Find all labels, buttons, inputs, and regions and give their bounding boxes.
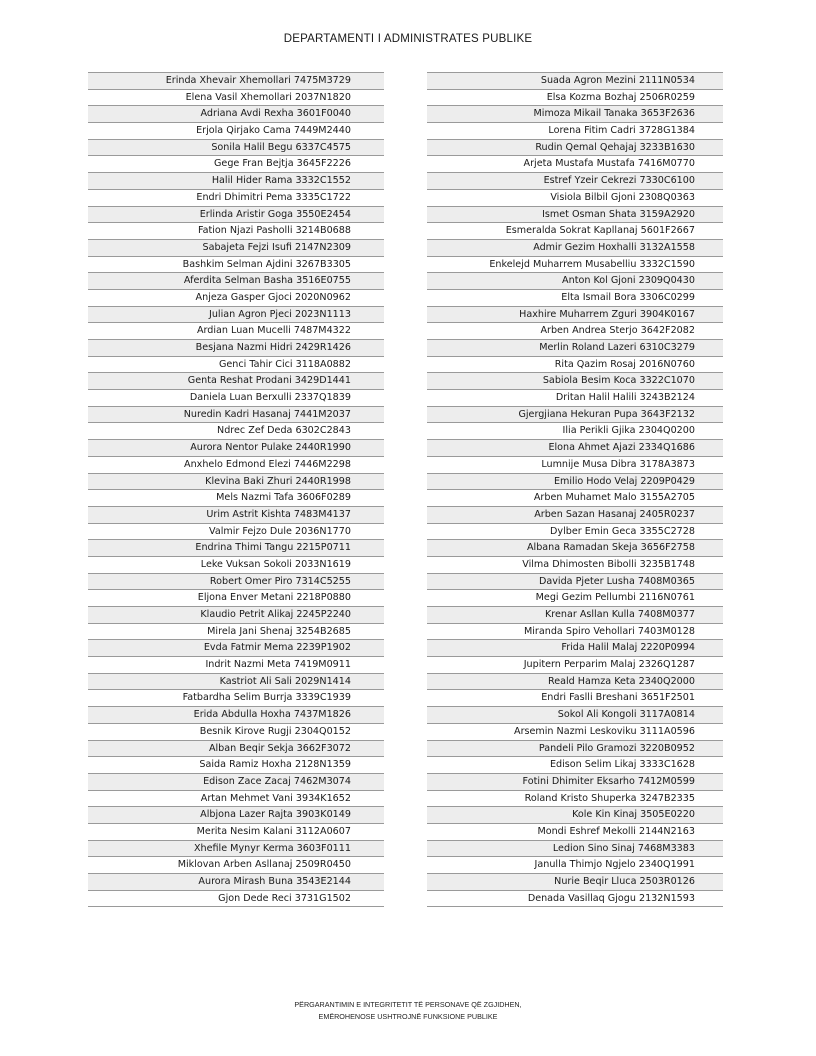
name-row: Aurora Nentor Pulake 2440R1990 [88, 440, 384, 457]
name-row: Nurie Beqir Lluca 2503R0126 [427, 874, 723, 891]
name-row: Lorena Fitim Cadri 3728G1384 [427, 123, 723, 140]
name-row: Bashkim Selman Ajdini 3267B3305 [88, 257, 384, 274]
page-title: DEPARTAMENTI I ADMINISTRATES PUBLIKE [283, 33, 533, 45]
name-row: Janulla Thimjo Ngjelo 2340Q1991 [427, 857, 723, 874]
name-row: Fation Njazi Pasholli 3214B0688 [88, 223, 384, 240]
name-row: Davida Pjeter Lusha 7408M0365 [427, 574, 723, 591]
name-row: Albana Ramadan Skeja 3656F2758 [427, 540, 723, 557]
name-row: Anjeza Gasper Gjoci 2020N0962 [88, 290, 384, 307]
name-row: Edison Zace Zacaj 7462M3074 [88, 774, 384, 791]
name-row: Aferdita Selman Basha 3516E0755 [88, 273, 384, 290]
name-row: Elsa Kozma Bozhaj 2506R0259 [427, 90, 723, 107]
name-row: Arben Muhamet Malo 3155A2705 [427, 490, 723, 507]
name-row: Arben Andrea Sterjo 3642F2082 [427, 323, 723, 340]
name-row: Evda Fatmir Mema 2239P1902 [88, 640, 384, 657]
name-row: Sabajeta Fejzi Isufi 2147N2309 [88, 240, 384, 257]
name-row: Esmeralda Sokrat Kapllanaj 5601F2667 [427, 223, 723, 240]
name-row: Erlinda Aristir Goga 3550E2454 [88, 207, 384, 224]
name-row: Jupitern Perparim Malaj 2326Q1287 [427, 657, 723, 674]
name-row: Enkelejd Muharrem Musabelliu 3332C1590 [427, 257, 723, 274]
name-row: Klevina Baki Zhuri 2440R1998 [88, 474, 384, 491]
name-row: Xhefile Mynyr Kerma 3603F0111 [88, 841, 384, 858]
name-row: Fatbardha Selim Burrja 3339C1939 [88, 690, 384, 707]
left-name-column [88, 72, 384, 907]
name-row: Endri Dhimitri Pema 3335C1722 [88, 190, 384, 207]
name-row: Lumnije Musa Dibra 3178A3873 [427, 457, 723, 474]
name-row: Ledion Sino Sinaj 7468M3383 [427, 841, 723, 858]
name-row: Gjergjiana Hekuran Pupa 3643F2132 [427, 407, 723, 424]
name-row: Alban Beqir Sekja 3662F3072 [88, 741, 384, 758]
name-row: Sokol Ali Kongoli 3117A0814 [427, 707, 723, 724]
name-row: Saida Ramiz Hoxha 2128N1359 [88, 757, 384, 774]
name-row: Sonila Halil Begu 6337C4575 [88, 140, 384, 157]
name-row: Ilia Perikli Gjika 2304Q0200 [427, 423, 723, 440]
name-row: Visiola Bilbil Gjoni 2308Q0363 [427, 190, 723, 207]
name-row: Urim Astrit Kishta 7483M4137 [88, 507, 384, 524]
name-row: Erida Abdulla Hoxha 7437M1826 [88, 707, 384, 724]
name-row: Admir Gezim Hoxhalli 3132A1558 [427, 240, 723, 257]
name-row: Arben Sazan Hasanaj 2405R0237 [427, 507, 723, 524]
name-row: Halil Hider Rama 3332C1552 [88, 173, 384, 190]
name-row: Klaudio Petrit Alikaj 2245P2240 [88, 607, 384, 624]
name-row: Dylber Emin Geca 3355C2728 [427, 524, 723, 541]
name-row: Reald Hamza Keta 2340Q2000 [427, 674, 723, 691]
name-row: Emilio Hodo Velaj 2209P0429 [427, 474, 723, 491]
footer-line-1: PËRGARANTIMIN E INTEGRITETIT TË PERSONAVE QË ZGJIDHEN, [294, 1000, 522, 1009]
name-row: Ardian Luan Mucelli 7487M4322 [88, 323, 384, 340]
name-row: Miranda Spiro Vehollari 7403M0128 [427, 624, 723, 641]
name-row: Mels Nazmi Tafa 3606F0289 [88, 490, 384, 507]
name-row: Leke Vuksan Sokoli 2033N1619 [88, 557, 384, 574]
name-row: Endrina Thimi Tangu 2215P0711 [88, 540, 384, 557]
name-row: Kastriot Ali Sali 2029N1414 [88, 674, 384, 691]
name-row: Kole Kin Kinaj 3505E0220 [427, 807, 723, 824]
name-row: Anton Kol Gjoni 2309Q0430 [427, 273, 723, 290]
name-row: Daniela Luan Berxulli 2337Q1839 [88, 390, 384, 407]
name-row: Genci Tahir Cici 3118A0882 [88, 357, 384, 374]
name-row: Fotini Dhimiter Eksarho 7412M0599 [427, 774, 723, 791]
name-row: Gege Fran Bejtja 3645F2226 [88, 156, 384, 173]
name-row: Haxhire Muharrem Zguri 3904K0167 [427, 307, 723, 324]
name-row: Suada Agron Mezini 2111N0534 [427, 73, 723, 90]
page-footer [0, 999, 816, 1023]
name-row: Denada Vasillaq Gjogu 2132N1593 [427, 891, 723, 908]
name-row: Merita Nesim Kalani 3112A0607 [88, 824, 384, 841]
name-row: Rudin Qemal Qehajaj 3233B1630 [427, 140, 723, 157]
name-row: Arjeta Mustafa Mustafa 7416M0770 [427, 156, 723, 173]
name-row: Krenar Asllan Kulla 7408M0377 [427, 607, 723, 624]
name-row: Besjana Nazmi Hidri 2429R1426 [88, 340, 384, 357]
name-row: Estref Yzeir Cekrezi 7330C6100 [427, 173, 723, 190]
name-row: Miklovan Arben Asllanaj 2509R0450 [88, 857, 384, 874]
name-row: Frida Halil Malaj 2220P0994 [427, 640, 723, 657]
name-row: Artan Mehmet Vani 3934K1652 [88, 791, 384, 808]
name-row: Albjona Lazer Rajta 3903K0149 [88, 807, 384, 824]
name-row: Mondi Eshref Mekolli 2144N2163 [427, 824, 723, 841]
name-row: Erinda Xhevair Xhemollari 7475M3729 [88, 73, 384, 90]
name-row: Adriana Avdi Rexha 3601F0040 [88, 106, 384, 123]
name-row: Gjon Dede Reci 3731G1502 [88, 891, 384, 908]
name-row: Nuredin Kadri Hasanaj 7441M2037 [88, 407, 384, 424]
name-row: Genta Reshat Prodani 3429D1441 [88, 373, 384, 390]
name-row: Dritan Halil Halili 3243B2124 [427, 390, 723, 407]
name-row: Roland Kristo Shuperka 3247B2335 [427, 791, 723, 808]
name-row: Robert Omer Piro 7314C5255 [88, 574, 384, 591]
footer-line-2: EMËROHENOSE USHTROJNË FUNKSIONE PUBLIKE [318, 1012, 498, 1021]
name-row: Endri Faslli Breshani 3651F2501 [427, 690, 723, 707]
name-row: Besnik Kirove Rugji 2304Q0152 [88, 724, 384, 741]
name-row: Mimoza Mikail Tanaka 3653F2636 [427, 106, 723, 123]
name-row: Mirela Jani Shenaj 3254B2685 [88, 624, 384, 641]
name-row: Aurora Mirash Buna 3543E2144 [88, 874, 384, 891]
name-row: Elona Ahmet Ajazi 2334Q1686 [427, 440, 723, 457]
name-row: Arsemin Nazmi Leskoviku 3111A0596 [427, 724, 723, 741]
name-row: Elta Ismail Bora 3306C0299 [427, 290, 723, 307]
name-row: Indrit Nazmi Meta 7419M0911 [88, 657, 384, 674]
name-row: Ismet Osman Shata 3159A2920 [427, 207, 723, 224]
name-row: Merlin Roland Lazeri 6310C3279 [427, 340, 723, 357]
name-row: Megi Gezim Pellumbi 2116N0761 [427, 590, 723, 607]
name-row: Julian Agron Pjeci 2023N1113 [88, 307, 384, 324]
name-row: Ndrec Zef Deda 6302C2843 [88, 423, 384, 440]
name-row: Elena Vasil Xhemollari 2037N1820 [88, 90, 384, 107]
name-row: Anxhelo Edmond Elezi 7446M2298 [88, 457, 384, 474]
name-row: Erjola Qirjako Cama 7449M2440 [88, 123, 384, 140]
name-row: Pandeli Pilo Gramozi 3220B0952 [427, 741, 723, 758]
name-row: Eljona Enver Metani 2218P0880 [88, 590, 384, 607]
name-row: Rita Qazim Rosaj 2016N0760 [427, 357, 723, 374]
name-row: Vilma Dhimosten Bibolli 3235B1748 [427, 557, 723, 574]
name-row: Edison Selim Likaj 3333C1628 [427, 757, 723, 774]
right-name-column [427, 72, 723, 907]
name-row: Valmir Fejzo Dule 2036N1770 [88, 524, 384, 541]
name-row: Sabiola Besim Koca 3322C1070 [427, 373, 723, 390]
